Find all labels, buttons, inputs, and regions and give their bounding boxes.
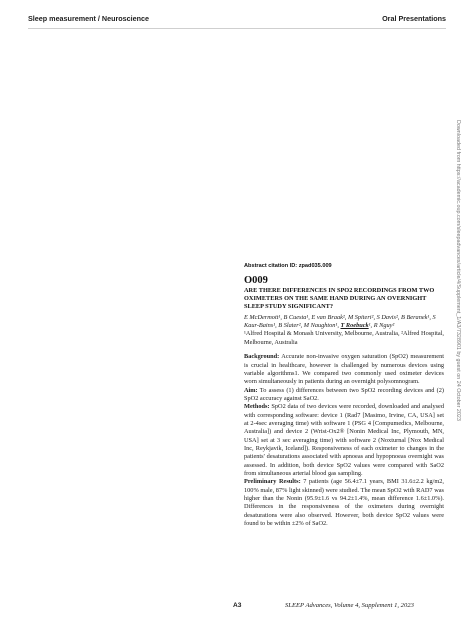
header-divider — [28, 28, 446, 29]
methods-label: Methods: — [244, 403, 270, 411]
background-label: Background: — [244, 353, 280, 361]
background-paragraph — [244, 353, 444, 386]
abstract-column — [244, 263, 444, 528]
abstract-citation-id: Abstract citation ID: zpad035.009 — [244, 263, 332, 269]
download-watermark: Downloaded from https://academic.oup.com/sleepadvances/article/4/Supplement_1/A3/7328901 by guest on 24 October 2023 — [455, 120, 461, 421]
aim-paragraph — [244, 387, 444, 404]
running-header-category: Oral Presentations — [382, 14, 446, 23]
results-paragraph — [244, 478, 444, 528]
author-names-tail: ¹, R Nguy² — [368, 322, 395, 330]
journal-citation: SLEEP Advances, Volume 4, Supplement 1, 2023 — [285, 602, 414, 609]
background-text: Accurate non-invasive oxygen saturation (SpO2) measurement is crucial in healthcare, however is challenged by numerous devices using variable algorithms1. We compared two commonly used oximeter devices worn simultaneously in patients during an overnight polysomnogram. — [244, 353, 444, 386]
aim-label: Aim: — [244, 386, 258, 394]
aim-text: To assess (1) differences between two SpO2 recording devices and (2) SpO2 accuracy against SaO2. — [244, 386, 444, 402]
page-number: A3 — [233, 602, 242, 609]
results-text: 7 patients (age 56.4±7.1 years, BMI 31.6±2.2 kg/m2, 100% male, 87% light skinned) were studied. The mean SpO2 with RAD7 was higher than the Nonin (95.9±1.6 vs 94.2±1.4%, mean difference 1.6±1.0%). Differences in the responsiveness of the oximeters during overnight desaturations were also observed. However, both device SpO2 values were found to be within ±2% of SaO2. — [244, 478, 444, 528]
abstract-code: O009 — [244, 275, 268, 286]
affiliations: ¹Alfred Hospital & Monash University, Melbourne, Australia, ²Alfred Hospital, Melbourne, Australia — [244, 330, 444, 346]
methods-text: SpO2 data of two devices were recorded, downloaded and analysed with corresponding software: device 1 (Rad7 [Masimo, Irvine, CA, USA] set at 2-4sec averaging time) with software 1 (PSG 4 [Compumedics, Melbourne, Australia]) and device 2 (Wrist-Ox2® [Nonin Medical Inc, Plymouth, MN, USA] set at 3 sec averaging time) with software 2 (Noxturnal [Nox Medical Inc, Reykjavik, Iceland]). Responsiveness of each oximeter to changes in the patients' desaturations associated with apnoeas and hypopnoeas overnight was assessed. In addition, both device SpO2 values were compared with SaO2 from simultaneous arterial blood gas sampling. — [244, 403, 444, 478]
author-list — [244, 314, 444, 331]
results-label: Preliminary Results: — [244, 478, 301, 486]
methods-paragraph — [244, 403, 444, 478]
author-names: E McDermott¹, B Cuesta¹, E van Braak², M Spiteri², S Davis², B Beranek¹, S Kaur-Bains¹, B Slater², M Naughton¹, — [244, 313, 436, 330]
presenting-author: T Roebuck — [340, 322, 369, 330]
running-header-section: Sleep measurement / Neuroscience — [28, 14, 150, 23]
abstract-title: ARE THERE DIFFERENCES IN SPO2 RECORDINGS FROM TWO OXIMETERS ON THE SAME HAND DURING AN OVERNIGHT SLEEP STUDY SIGNIFICANT? — [244, 287, 435, 311]
